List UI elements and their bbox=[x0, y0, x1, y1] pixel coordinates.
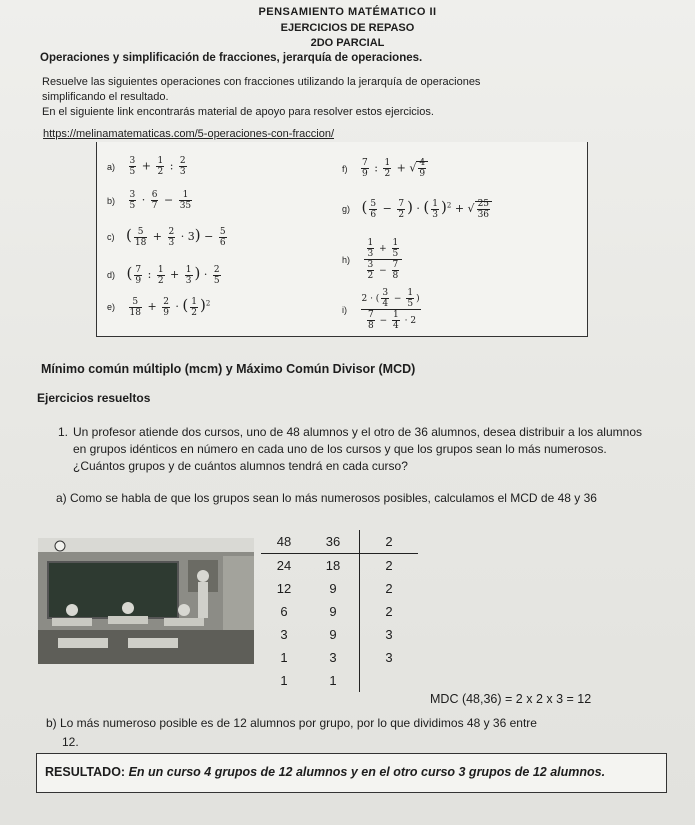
intro-line-2: simplificando el resultado. bbox=[42, 91, 169, 103]
table-cell: 3 bbox=[360, 623, 419, 646]
table-cell: 1 bbox=[280, 650, 288, 665]
table-cell: 9 bbox=[329, 581, 337, 596]
exercise-a-label: a) bbox=[107, 161, 116, 172]
table-cell: 2 bbox=[360, 600, 419, 623]
table-cell: 24 bbox=[276, 558, 292, 573]
exercises-box bbox=[96, 142, 588, 337]
exercise-g: g) ( $\frac{5}{6}$ − $\frac{7}{2}$ ) · ( $\frac{1}{3}$ )$^2$ + √ $\frac{25}{36}$ bbox=[342, 198, 492, 220]
part-b-line-1: b) Lo más numeroso posible es de 12 alumnos por grupo, por lo que dividimos 48 y 36 entre bbox=[46, 716, 537, 730]
table-cell: 9 bbox=[329, 627, 337, 642]
part-a-text: a) Como se habla de que los grupos sean lo más numerosos posibles, calculamos el MCD de 48 y 36 bbox=[56, 491, 597, 505]
table-cell: 2 bbox=[360, 530, 419, 554]
table-cell: 6 bbox=[280, 604, 288, 619]
intro-line-3: En el siguiente link encontrarás material de apoyo para resolver estos ejercicios. bbox=[42, 106, 434, 118]
exercise-h: h) $\frac{1}{3}$ + $\frac{1}{5}$ $\frac{3}{2}$ − $\frac{7}{8}$ bbox=[342, 238, 404, 281]
table-row bbox=[261, 554, 418, 578]
section-title: Mínimo común múltiplo (mcm) y Máximo Común Divisor (MCD) bbox=[41, 362, 416, 376]
exercise-d: d) ( $\frac{7}{9}$ : $\frac{1}{2}$ + $\frac{1}{3}$ ) · $\frac{2}{5}$ bbox=[107, 264, 220, 286]
result-text bbox=[45, 765, 605, 779]
table-row bbox=[261, 530, 418, 554]
table-cell: 2 bbox=[360, 577, 419, 600]
table-cell: 2 bbox=[360, 554, 419, 578]
exercise-e: e) $\frac{5}{18}$ + $\frac{2}{9}$ · ( $\frac{1}{2}$ )$^2$ bbox=[107, 296, 211, 318]
table-cell: 3 bbox=[360, 646, 419, 669]
table-cell: 1 bbox=[280, 673, 288, 688]
exercise-b: b) $\frac{3}{5}$ · $\frac{6}{7}$ − $\frac{1}{35}$ bbox=[107, 190, 192, 211]
support-link[interactable]: https://melinamatematicas.com/5-operaciones-con-fraccion/ bbox=[43, 128, 335, 140]
header-subtitle: EJERCICIOS DE REPASO bbox=[280, 22, 415, 34]
exercise-i: i) 2 · ( $\frac{3}{4}$ − $\frac{1}{5}$ ) $\frac{7}{8}$ − $\frac{1}{4}$ · 2 bbox=[342, 288, 420, 331]
table-cell: 12 bbox=[276, 581, 292, 596]
part-b-line-2: 12. bbox=[62, 735, 79, 749]
header-title: PENSAMIENTO MATÉMATICO II bbox=[258, 6, 437, 18]
classroom-illustration bbox=[38, 538, 254, 664]
exercise-f-label: f) bbox=[342, 163, 348, 174]
table-cell: 9 bbox=[329, 604, 337, 619]
exercise-c: c) ( $\frac{5}{18}$ + $\frac{2}{3}$ · 3) − $\frac{5}{6}$ bbox=[107, 226, 226, 248]
table-row bbox=[261, 623, 418, 646]
exercise-g-label: g) bbox=[342, 204, 351, 214]
table-row bbox=[261, 646, 418, 669]
intro-line-1: Resuelve las siguientes operaciones con fracciones utilizando la jerarquía de operaciones bbox=[42, 76, 481, 88]
table-row bbox=[261, 577, 418, 600]
table-row bbox=[261, 600, 418, 623]
problem-1-number: 1. bbox=[58, 425, 69, 439]
table-cell bbox=[360, 669, 419, 692]
table-row bbox=[261, 669, 418, 692]
exercise-e-label: e) bbox=[107, 302, 116, 312]
exercise-d-label: d) bbox=[107, 270, 116, 280]
table-cell: 48 bbox=[261, 530, 307, 554]
exercise-i-label: i) bbox=[342, 304, 347, 315]
mcd-division-table bbox=[261, 530, 418, 692]
exercise-b-label: b) bbox=[107, 195, 116, 206]
result-box bbox=[36, 753, 667, 793]
header-partial: 2DO PARCIAL bbox=[310, 37, 385, 49]
problem-1-text: Un profesor atiende dos cursos, uno de 48 alumnos y el otro de 36 alumnos, desea distribuir a los alumnos en grupos idénticos en número en cada uno de los cursos y que los grupos sean lo más numerosos. ¿Cuántos grupos y de cuántos alumnos tendrá en cada curso? bbox=[73, 425, 642, 473]
exercise-h-label: h) bbox=[342, 254, 351, 265]
table-cell: 1 bbox=[329, 673, 337, 688]
result-label: RESULTADO: bbox=[45, 765, 126, 779]
table-cell: 3 bbox=[329, 650, 337, 665]
subsection-title: Ejercicios resueltos bbox=[37, 391, 151, 405]
mcd-result: MDC (48,36) = 2 x 2 x 3 = 12 bbox=[430, 692, 592, 706]
exercise-a: a) $\frac{3}{5}$ + $\frac{1}{2}$ : $\frac{2}{3}$ bbox=[107, 156, 186, 177]
table-cell: 18 bbox=[325, 558, 341, 573]
exercise-f: f) $\frac{7}{9}$ : $\frac{1}{2}$ + √ $\frac{4}{9}$ bbox=[342, 158, 428, 179]
table-cell: 36 bbox=[307, 530, 360, 554]
result-statement: En un curso 4 grupos de 12 alumnos y en el otro curso 3 grupos de 12 alumnos. bbox=[128, 765, 606, 779]
topic-heading: Operaciones y simplificación de fracciones, jerarquía de operaciones. bbox=[40, 52, 423, 64]
exercise-c-label: c) bbox=[107, 232, 115, 242]
table-cell: 3 bbox=[280, 627, 288, 642]
